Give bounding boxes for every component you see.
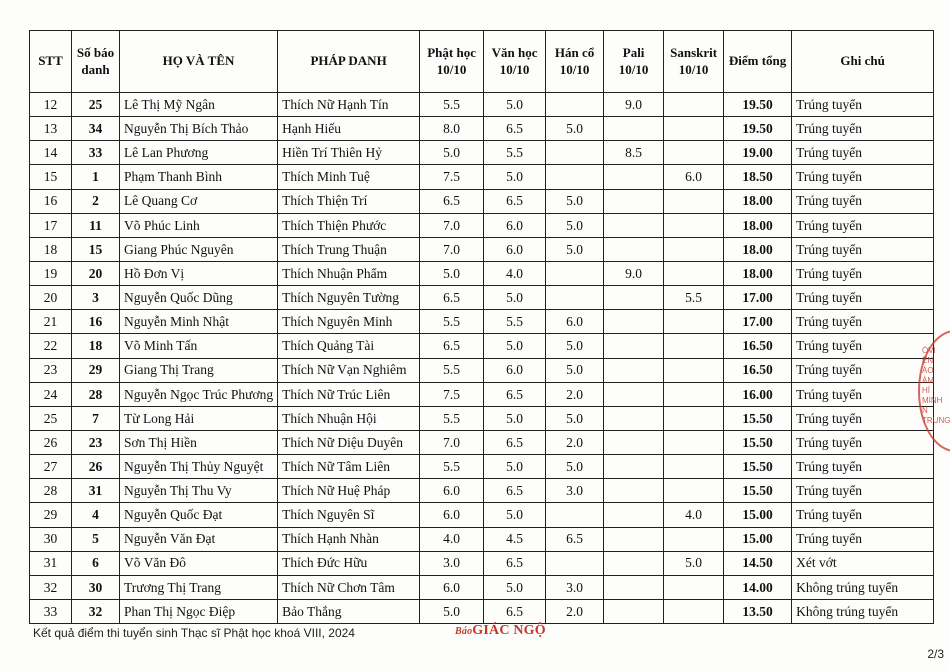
sanskrit-score	[664, 575, 724, 599]
sanskrit-score	[664, 237, 724, 261]
han-co-score: 5.0	[546, 237, 604, 261]
pali-score: 8.5	[604, 141, 664, 165]
sanskrit-score: 6.0	[664, 165, 724, 189]
phat-hoc-score: 5.5	[420, 406, 484, 430]
note-cell: Trúng tuyển	[792, 141, 934, 165]
name-cell: Trương Thị Trang	[120, 575, 278, 599]
seal-fragment: HÍ MINH	[922, 386, 943, 405]
phat-hoc-score: 6.0	[420, 503, 484, 527]
sanskrit-score	[664, 310, 724, 334]
phat-hoc-score: 5.5	[420, 358, 484, 382]
name-cell: Giang Thị Trang	[120, 358, 278, 382]
column-header: Pali 10/10	[604, 31, 664, 93]
note-cell: Trúng tuyển	[792, 286, 934, 310]
phap-danh-cell: Thích Nhuận Hội	[278, 406, 420, 430]
phat-hoc-score: 7.5	[420, 165, 484, 189]
column-header: Phật học 10/10	[420, 31, 484, 93]
sanskrit-score	[664, 117, 724, 141]
total-score: 18.00	[724, 189, 792, 213]
van-hoc-score: 5.0	[484, 503, 546, 527]
phat-hoc-score: 8.0	[420, 117, 484, 141]
pali-score	[604, 479, 664, 503]
van-hoc-score: 6.5	[484, 117, 546, 141]
sbd-cell: 23	[72, 430, 120, 454]
sanskrit-score	[664, 527, 724, 551]
note-cell: Trúng tuyển	[792, 406, 934, 430]
phat-hoc-score: 7.5	[420, 382, 484, 406]
table-row	[30, 334, 934, 358]
stt-cell: 30	[30, 527, 72, 551]
total-score: 18.50	[724, 165, 792, 189]
van-hoc-score: 4.5	[484, 527, 546, 551]
pali-score	[604, 551, 664, 575]
phap-danh-cell: Thích Hạnh Nhàn	[278, 527, 420, 551]
sbd-cell: 30	[72, 575, 120, 599]
note-cell: Trúng tuyển	[792, 430, 934, 454]
stt-cell: 33	[30, 599, 72, 623]
column-header: Điểm tổng	[724, 31, 792, 93]
phat-hoc-score: 5.0	[420, 261, 484, 285]
van-hoc-score: 4.0	[484, 261, 546, 285]
phap-danh-cell: Thích Thiện Phước	[278, 213, 420, 237]
table-row	[30, 213, 934, 237]
sbd-cell: 15	[72, 237, 120, 261]
sbd-cell: 25	[72, 93, 120, 117]
sbd-cell: 31	[72, 479, 120, 503]
table-row	[30, 575, 934, 599]
sanskrit-score	[664, 430, 724, 454]
total-score: 18.00	[724, 237, 792, 261]
table-row	[30, 189, 934, 213]
phap-danh-cell: Thích Nguyên Minh	[278, 310, 420, 334]
phat-hoc-score: 7.0	[420, 430, 484, 454]
table-row	[30, 503, 934, 527]
van-hoc-score: 6.5	[484, 382, 546, 406]
phap-danh-cell: Thích Nhuận Phẩm	[278, 261, 420, 285]
name-cell: Võ Phúc Linh	[120, 213, 278, 237]
pali-score	[604, 599, 664, 623]
sanskrit-score	[664, 334, 724, 358]
phap-danh-cell: Thích Minh Tuệ	[278, 165, 420, 189]
stt-cell: 20	[30, 286, 72, 310]
van-hoc-score: 5.5	[484, 141, 546, 165]
phap-danh-cell: Thích Trung Thuận	[278, 237, 420, 261]
han-co-score	[546, 93, 604, 117]
sbd-cell: 18	[72, 334, 120, 358]
sanskrit-score: 5.0	[664, 551, 724, 575]
seal-fragment: ÓVI	[922, 346, 936, 355]
note-cell: Trúng tuyển	[792, 213, 934, 237]
phat-hoc-score: 5.0	[420, 599, 484, 623]
total-score: 16.50	[724, 334, 792, 358]
sanskrit-score: 4.0	[664, 503, 724, 527]
column-header: Văn học 10/10	[484, 31, 546, 93]
name-cell: Giang Phúc Nguyên	[120, 237, 278, 261]
phap-danh-cell: Thích Nữ Chơn Tâm	[278, 575, 420, 599]
seal-fragment: N TRUNG	[922, 406, 950, 425]
phap-danh-cell: Hạnh Hiếu	[278, 117, 420, 141]
name-cell: Sơn Thị Hiền	[120, 430, 278, 454]
stt-cell: 25	[30, 406, 72, 430]
han-co-score: 3.0	[546, 575, 604, 599]
stt-cell: 12	[30, 93, 72, 117]
total-score: 14.50	[724, 551, 792, 575]
phat-hoc-score: 4.0	[420, 527, 484, 551]
total-score: 19.50	[724, 117, 792, 141]
sbd-cell: 34	[72, 117, 120, 141]
van-hoc-score: 6.0	[484, 358, 546, 382]
stt-cell: 26	[30, 430, 72, 454]
name-cell: Nguyễn Quốc Đạt	[120, 503, 278, 527]
total-score: 17.00	[724, 286, 792, 310]
phap-danh-cell: Thích Nguyên Sĩ	[278, 503, 420, 527]
name-cell: Võ Minh Tấn	[120, 334, 278, 358]
stt-cell: 31	[30, 551, 72, 575]
note-cell: Trúng tuyển	[792, 93, 934, 117]
table-row	[30, 406, 934, 430]
stt-cell: 24	[30, 382, 72, 406]
han-co-score: 5.0	[546, 358, 604, 382]
table-row	[30, 237, 934, 261]
han-co-score: 2.0	[546, 382, 604, 406]
seal-fragment: ÀM	[922, 376, 934, 385]
phat-hoc-score: 6.0	[420, 479, 484, 503]
stt-cell: 22	[30, 334, 72, 358]
table-row	[30, 382, 934, 406]
total-score: 15.00	[724, 503, 792, 527]
stt-cell: 21	[30, 310, 72, 334]
pali-score	[604, 527, 664, 551]
pali-score	[604, 575, 664, 599]
sbd-cell: 11	[72, 213, 120, 237]
sanskrit-score	[664, 141, 724, 165]
han-co-score: 5.0	[546, 117, 604, 141]
note-cell: Trúng tuyển	[792, 503, 934, 527]
van-hoc-score: 5.0	[484, 334, 546, 358]
sanskrit-score: 5.5	[664, 286, 724, 310]
phat-hoc-score: 6.5	[420, 286, 484, 310]
phap-danh-cell: Thích Nữ Hạnh Tín	[278, 93, 420, 117]
phap-danh-cell: Thích Nữ Tâm Liên	[278, 455, 420, 479]
sanskrit-score	[664, 358, 724, 382]
sanskrit-score	[664, 455, 724, 479]
name-cell: Phan Thị Ngọc Điệp	[120, 599, 278, 623]
van-hoc-score: 5.0	[484, 286, 546, 310]
column-header: STT	[30, 31, 72, 93]
van-hoc-score: 6.5	[484, 189, 546, 213]
sbd-cell: 1	[72, 165, 120, 189]
total-score: 18.00	[724, 213, 792, 237]
sanskrit-score	[664, 213, 724, 237]
phap-danh-cell: Thích Nữ Huệ Pháp	[278, 479, 420, 503]
phap-danh-cell: Bảo Thắng	[278, 599, 420, 623]
seal-text	[922, 346, 950, 426]
stt-cell: 17	[30, 213, 72, 237]
phap-danh-cell: Thích Nữ Diệu Duyên	[278, 430, 420, 454]
phat-hoc-score: 6.5	[420, 189, 484, 213]
total-score: 15.50	[724, 406, 792, 430]
stt-cell: 16	[30, 189, 72, 213]
sanskrit-score	[664, 479, 724, 503]
stt-cell: 13	[30, 117, 72, 141]
pali-score	[604, 189, 664, 213]
name-cell: Lê Lan Phương	[120, 141, 278, 165]
brand-logo-name: GIÁC NGỘ	[472, 623, 546, 638]
total-score: 17.00	[724, 310, 792, 334]
han-co-score: 5.0	[546, 334, 604, 358]
sanskrit-score	[664, 599, 724, 623]
han-co-score: 5.0	[546, 406, 604, 430]
brand-logo-prefix: Báo	[455, 626, 473, 637]
sbd-cell: 26	[72, 455, 120, 479]
note-cell: Trúng tuyển	[792, 261, 934, 285]
total-score: 16.00	[724, 382, 792, 406]
total-score: 16.50	[724, 358, 792, 382]
note-cell: Xét vớt	[792, 551, 934, 575]
pali-score	[604, 430, 664, 454]
table-row	[30, 358, 934, 382]
table-row	[30, 93, 934, 117]
brand-logo	[455, 623, 546, 639]
stt-cell: 28	[30, 479, 72, 503]
pali-score: 9.0	[604, 93, 664, 117]
phap-danh-cell: Thích Thiện Trí	[278, 189, 420, 213]
van-hoc-score: 6.0	[484, 213, 546, 237]
van-hoc-score: 5.0	[484, 93, 546, 117]
han-co-score: 3.0	[546, 479, 604, 503]
note-cell: Trúng tuyển	[792, 382, 934, 406]
note-cell: Trúng tuyển	[792, 479, 934, 503]
table-row	[30, 527, 934, 551]
total-score: 15.00	[724, 527, 792, 551]
pali-score	[604, 117, 664, 141]
han-co-score	[546, 503, 604, 527]
han-co-score: 5.0	[546, 189, 604, 213]
note-cell: Không trúng tuyển	[792, 575, 934, 599]
han-co-score: 6.0	[546, 310, 604, 334]
name-cell: Nguyễn Ngọc Trúc Phương	[120, 382, 278, 406]
name-cell: Lê Thị Mỹ Ngân	[120, 93, 278, 117]
column-header: Ghi chú	[792, 31, 934, 93]
name-cell: Phạm Thanh Bình	[120, 165, 278, 189]
pali-score	[604, 310, 664, 334]
pali-score	[604, 382, 664, 406]
han-co-score	[546, 261, 604, 285]
total-score: 15.50	[724, 430, 792, 454]
note-cell: Trúng tuyển	[792, 310, 934, 334]
van-hoc-score: 6.5	[484, 479, 546, 503]
sbd-cell: 33	[72, 141, 120, 165]
note-cell: Trúng tuyển	[792, 237, 934, 261]
name-cell: Nguyễn Quốc Dũng	[120, 286, 278, 310]
sbd-cell: 2	[72, 189, 120, 213]
pali-score	[604, 237, 664, 261]
van-hoc-score: 5.0	[484, 455, 546, 479]
han-co-score	[546, 551, 604, 575]
pali-score	[604, 286, 664, 310]
name-cell: Nguyễn Thị Bích Thảo	[120, 117, 278, 141]
note-cell: Trúng tuyển	[792, 527, 934, 551]
note-cell: Trúng tuyển	[792, 165, 934, 189]
pali-score	[604, 165, 664, 189]
van-hoc-score: 5.0	[484, 165, 546, 189]
page-number: 2/3	[927, 647, 944, 661]
phat-hoc-score: 6.5	[420, 334, 484, 358]
phat-hoc-score: 5.5	[420, 455, 484, 479]
table-row	[30, 479, 934, 503]
phap-danh-cell: Thích Nguyên Tường	[278, 286, 420, 310]
column-header: HỌ VÀ TÊN	[120, 31, 278, 93]
table-row	[30, 430, 934, 454]
sanskrit-score	[664, 93, 724, 117]
pali-score	[604, 213, 664, 237]
results-table	[29, 30, 934, 624]
han-co-score: 6.5	[546, 527, 604, 551]
sbd-cell: 32	[72, 599, 120, 623]
van-hoc-score: 6.5	[484, 551, 546, 575]
table-row	[30, 310, 934, 334]
stt-cell: 32	[30, 575, 72, 599]
pali-score	[604, 334, 664, 358]
name-cell: Nguyễn Văn Đạt	[120, 527, 278, 551]
pali-score	[604, 455, 664, 479]
phat-hoc-score: 5.5	[420, 93, 484, 117]
stt-cell: 29	[30, 503, 72, 527]
table-row	[30, 286, 934, 310]
name-cell: Hồ Đơn Vị	[120, 261, 278, 285]
sanskrit-score	[664, 382, 724, 406]
sbd-cell: 6	[72, 551, 120, 575]
phap-danh-cell: Hiền Trí Thiên Hỷ	[278, 141, 420, 165]
total-score: 19.50	[724, 93, 792, 117]
total-score: 18.00	[724, 261, 792, 285]
han-co-score: 5.0	[546, 455, 604, 479]
stt-cell: 19	[30, 261, 72, 285]
table-body	[30, 93, 934, 624]
stt-cell: 15	[30, 165, 72, 189]
han-co-score	[546, 286, 604, 310]
note-cell: Trúng tuyển	[792, 455, 934, 479]
phap-danh-cell: Thích Đức Hữu	[278, 551, 420, 575]
sbd-cell: 28	[72, 382, 120, 406]
table-row	[30, 165, 934, 189]
van-hoc-score: 5.0	[484, 575, 546, 599]
table-row	[30, 551, 934, 575]
han-co-score: 2.0	[546, 430, 604, 454]
note-cell: Không trúng tuyển	[792, 599, 934, 623]
total-score: 19.00	[724, 141, 792, 165]
note-cell: Trúng tuyển	[792, 117, 934, 141]
sbd-cell: 3	[72, 286, 120, 310]
sbd-cell: 7	[72, 406, 120, 430]
column-header: Số báo danh	[72, 31, 120, 93]
table-row	[30, 455, 934, 479]
van-hoc-score: 5.5	[484, 310, 546, 334]
seal-fragment: ÁO	[922, 366, 934, 375]
stt-cell: 18	[30, 237, 72, 261]
header-row	[30, 31, 934, 93]
sbd-cell: 29	[72, 358, 120, 382]
van-hoc-score: 5.0	[484, 406, 546, 430]
name-cell: Nguyễn Thị Thủy Nguyệt	[120, 455, 278, 479]
table-row	[30, 117, 934, 141]
han-co-score: 2.0	[546, 599, 604, 623]
name-cell: Từ Long Hải	[120, 406, 278, 430]
phap-danh-cell: Thích Nữ Vạn Nghiêm	[278, 358, 420, 382]
pali-score	[604, 503, 664, 527]
phat-hoc-score: 5.0	[420, 141, 484, 165]
total-score: 13.50	[724, 599, 792, 623]
phat-hoc-score: 6.0	[420, 575, 484, 599]
pali-score: 9.0	[604, 261, 664, 285]
van-hoc-score: 6.0	[484, 237, 546, 261]
phat-hoc-score: 5.5	[420, 310, 484, 334]
pali-score	[604, 358, 664, 382]
note-cell: Trúng tuyển	[792, 189, 934, 213]
pali-score	[604, 406, 664, 430]
stt-cell: 27	[30, 455, 72, 479]
phat-hoc-score: 7.0	[420, 237, 484, 261]
table-row	[30, 261, 934, 285]
note-cell: Trúng tuyển	[792, 358, 934, 382]
column-header: PHÁP DANH	[278, 31, 420, 93]
total-score: 14.00	[724, 575, 792, 599]
han-co-score	[546, 165, 604, 189]
phat-hoc-score: 7.0	[420, 213, 484, 237]
seal-fragment: ÊN	[922, 356, 934, 365]
sbd-cell: 4	[72, 503, 120, 527]
table-row	[30, 599, 934, 623]
footer-caption: Kết quả điểm thi tuyển sinh Thạc sĩ Phật học khoá VIII, 2024	[33, 626, 355, 640]
sanskrit-score	[664, 406, 724, 430]
phap-danh-cell: Thích Nữ Trúc Liên	[278, 382, 420, 406]
stt-cell: 23	[30, 358, 72, 382]
sbd-cell: 20	[72, 261, 120, 285]
total-score: 15.50	[724, 455, 792, 479]
column-header: Sanskrit 10/10	[664, 31, 724, 93]
han-co-score	[546, 141, 604, 165]
phat-hoc-score: 3.0	[420, 551, 484, 575]
sbd-cell: 5	[72, 527, 120, 551]
name-cell: Nguyễn Minh Nhật	[120, 310, 278, 334]
name-cell: Võ Văn Đô	[120, 551, 278, 575]
total-score: 15.50	[724, 479, 792, 503]
column-header: Hán cổ 10/10	[546, 31, 604, 93]
name-cell: Nguyễn Thị Thu Vy	[120, 479, 278, 503]
sanskrit-score	[664, 261, 724, 285]
han-co-score: 5.0	[546, 213, 604, 237]
sanskrit-score	[664, 189, 724, 213]
van-hoc-score: 6.5	[484, 430, 546, 454]
note-cell: Trúng tuyển	[792, 334, 934, 358]
sbd-cell: 16	[72, 310, 120, 334]
phap-danh-cell: Thích Quảng Tài	[278, 334, 420, 358]
van-hoc-score: 6.5	[484, 599, 546, 623]
stt-cell: 14	[30, 141, 72, 165]
name-cell: Lê Quang Cơ	[120, 189, 278, 213]
table-row	[30, 141, 934, 165]
